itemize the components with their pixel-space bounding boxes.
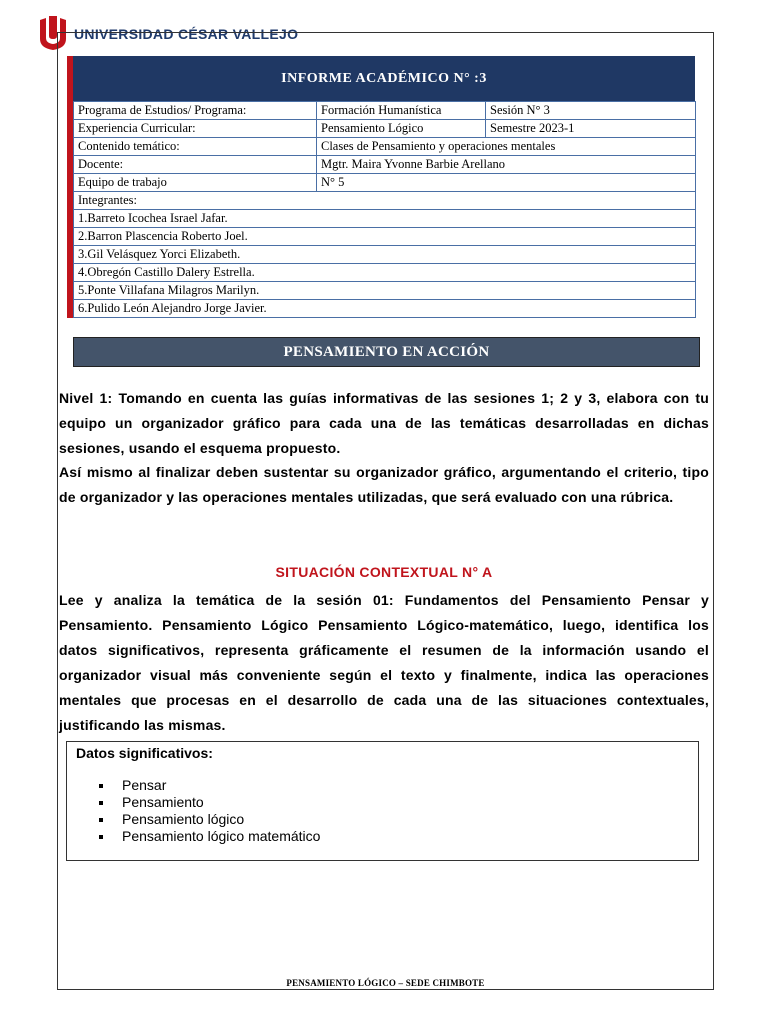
member-item: 3.Gil Velásquez Yorci Elizabeth. [74,246,696,264]
significant-data-title: Datos significativos: [76,745,213,761]
row-value: Formación Humanística [317,102,486,120]
level-instructions: Nivel 1: Tomando en cuenta las guías informativas de las sesiones 1; 2 y 3, elabora con tu equipo un organizador gráfico para cada una de las temáticas desarrolladas en dichas sesiones, usando el esquema propuesto. [59,390,709,456]
list-item-text: Pensamiento lógico matemático [122,828,321,844]
member-item: 6.Pulido León Alejandro Jorge Javier. [74,300,696,318]
member-item: 5.Ponte Villafana Milagros Marilyn. [74,282,696,300]
report-title: INFORME ACADÉMICO N° :3 [73,56,695,101]
table-row [74,174,696,192]
row-label: Programa de Estudios/ Programa: [74,102,317,120]
table-row [74,264,696,282]
member-item: 4.Obregón Castillo Dalery Estrella. [74,264,696,282]
row-value: Pensamiento Lógico [317,120,486,138]
list-item-text: Pensamiento lógico [122,811,245,827]
table-row [74,282,696,300]
table-row [74,210,696,228]
significant-data-box [66,741,699,861]
support-instructions: Así mismo al finalizar deben sustentar su organizador gráfico, argumentando el criterio, tipo de organizador y las operaciones mentales utilizadas, que será evaluado con una rúbrica. [59,464,709,505]
row-label: Equipo de trabajo [74,174,317,192]
member-item: 1.Barreto Icochea Israel Jafar. [74,210,696,228]
table-row [74,156,696,174]
list-item [97,828,320,845]
list-item [97,811,320,828]
row-label: Contenido temático: [74,138,317,156]
report-info-table [73,101,696,318]
table-row [74,192,696,210]
context-title: SITUACIÓN CONTEXTUAL N° A [275,564,493,580]
table-row [74,138,696,156]
table-row [74,228,696,246]
university-name: UNIVERSIDAD CÉSAR VALLEJO [74,26,299,42]
page-footer: PENSAMIENTO LÓGICO – SEDE CHIMBOTE [286,978,485,988]
members-label: Integrantes: [74,192,696,210]
table-row [74,300,696,318]
bullet-icon [99,818,103,822]
table-row [74,102,696,120]
significant-data-list [97,777,320,845]
list-item-text: Pensar [122,777,167,793]
list-item [97,777,320,794]
row-value: N° 5 [317,174,696,192]
list-item [97,794,320,811]
context-text: Lee y analiza la temática de la sesión 01: Fundamentos del Pensamiento Pensar y Pensamiento. Pensamiento Lógico Pensamiento Lógico-matemático, luego, identifica los datos significativos, representa gráficamente el resumen de la información usando el organizador visual más conveniente según el texto y finalmente, indica las operaciones mentales que procesas en el desarrollo de cada una de las situaciones contextuales, justificando las mismas. [59,592,709,733]
member-item: 2.Barron Plascencia Roberto Joel. [74,228,696,246]
row-value: Clases de Pensamiento y operaciones mentales [317,138,696,156]
bullet-icon [99,835,103,839]
bullet-icon [99,784,103,788]
row-extra: Sesión N° 3 [486,102,696,120]
row-extra: Semestre 2023-1 [486,120,696,138]
table-row [74,120,696,138]
bullet-icon [99,801,103,805]
row-value: Mgtr. Maira Yvonne Barbie Arellano [317,156,696,174]
list-item-text: Pensamiento [122,794,204,810]
table-row [74,246,696,264]
section-title: PENSAMIENTO EN ACCIÓN [73,337,700,367]
row-label: Docente: [74,156,317,174]
row-label: Experiencia Curricular: [74,120,317,138]
